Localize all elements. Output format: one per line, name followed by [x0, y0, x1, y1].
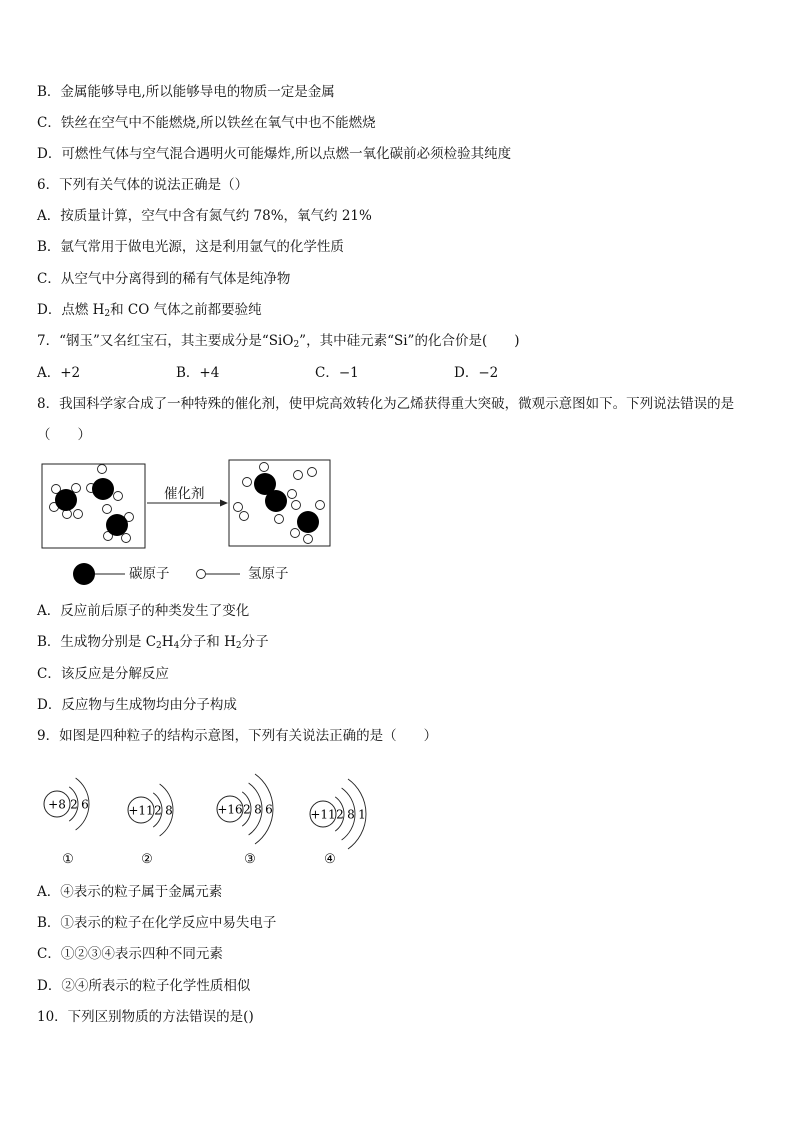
particle-label: ② [141, 852, 153, 867]
q9-stem: 9．如图是四种粒子的结构示意图，下列有关说法正确的是（ ） [37, 728, 438, 744]
reaction-diagram-svg [40, 458, 340, 588]
particle-label: ④ [324, 852, 336, 867]
atom-1 [44, 778, 89, 867]
q6-option-b: B．氩气常用于做电光源，这是利用氩气的化学性质 [37, 239, 344, 255]
particle-label: ③ [244, 852, 256, 867]
electron-count: 1 [358, 807, 366, 822]
q8-option-d: D．反应物与生成物均由分子构成 [37, 697, 237, 713]
q8-stem-line2: （ ） [37, 427, 91, 443]
atom-4 [310, 779, 366, 867]
legend-carbon-marker [73, 563, 95, 585]
q7-stem: 7．“钢玉”又名红宝石，其主要成分是“SiO$_2$”，其中硅元素“Si”的化合价是( ) [37, 333, 520, 350]
q10-stem: 10．下列区别物质的方法错误的是() [37, 1009, 254, 1025]
nucleus-charge: +11 [128, 803, 154, 818]
nucleus-charge: +11 [310, 807, 336, 822]
legend-carbon-label: 碳原子 [129, 566, 170, 582]
q8-option-c: C．该反应是分解反应 [37, 666, 169, 682]
q6-option-d: D．点燃 $H_2$和 CO 气体之前都要验纯 [37, 302, 262, 319]
electron-count: 6 [81, 797, 89, 812]
catalyst-label: 催化剂 [164, 486, 205, 502]
q6-option-c: C．从空气中分离得到的稀有气体是纯净物 [37, 271, 291, 287]
nucleus-charge: +16 [217, 802, 243, 817]
electron-count: 2 [154, 803, 162, 818]
q9-option-b: B．①表示的粒子在化学反应中易失电子 [37, 915, 277, 931]
electron-count: 2 [243, 802, 251, 817]
q8-option-a: A．反应前后原子的种类发生了变化 [37, 603, 250, 619]
atom-2 [128, 784, 173, 867]
electron-count: 2 [70, 797, 78, 812]
electron-count: 8 [254, 802, 262, 817]
q7-option-a: A．+2 [37, 365, 81, 381]
electron-count: 8 [165, 803, 173, 818]
q8-stem-line1: 8．我国科学家合成了一种特殊的催化剂，使甲烷高效转化为乙烯获得重大突破，微观示意图如下。下列说法错误的是 [37, 396, 735, 412]
q6-stem: 6．下列有关气体的说法正确是（） [37, 177, 249, 193]
q5-option-b: B．金属能够导电,所以能够导电的物质一定是金属 [37, 84, 335, 100]
electron-count: 8 [347, 807, 355, 822]
arrowhead [220, 500, 228, 507]
q7-option-d: D．−2 [454, 365, 499, 381]
q8-option-b: B．生成物分别是 $C_2H_4$分子和 $H_2$分子 [37, 634, 269, 651]
electron-count: 2 [336, 807, 344, 822]
atom-structure-svg [40, 760, 400, 870]
q9-option-d: D．②④所表示的粒子化学性质相似 [37, 978, 251, 994]
q9-option-c: C．①②③④表示四种不同元素 [37, 946, 223, 962]
q7-option-b: B．+4 [176, 365, 220, 381]
q7-option-c: C．−1 [315, 365, 359, 381]
q9-option-a: A．④表示的粒子属于金属元素 [37, 884, 223, 900]
atom-structure-diagrams [40, 760, 400, 870]
electron-count: 6 [265, 802, 273, 817]
q5-option-c: C．铁丝在空气中不能燃烧,所以铁丝在氧气中也不能燃烧 [37, 115, 376, 131]
atom-3 [217, 774, 273, 867]
particle-label: ① [62, 852, 74, 867]
legend-hydrogen-marker [197, 570, 206, 579]
nucleus-charge: +8 [48, 797, 66, 812]
reaction-diagram [40, 458, 340, 588]
legend-hydrogen-label: 氢原子 [248, 566, 289, 582]
q5-option-d: D．可燃性气体与空气混合遇明火可能爆炸,所以点燃一氧化碳前必须检验其纯度 [37, 146, 512, 162]
q6-option-a: A．按质量计算，空气中含有氮气约 78%，氧气约 21% [37, 208, 372, 224]
